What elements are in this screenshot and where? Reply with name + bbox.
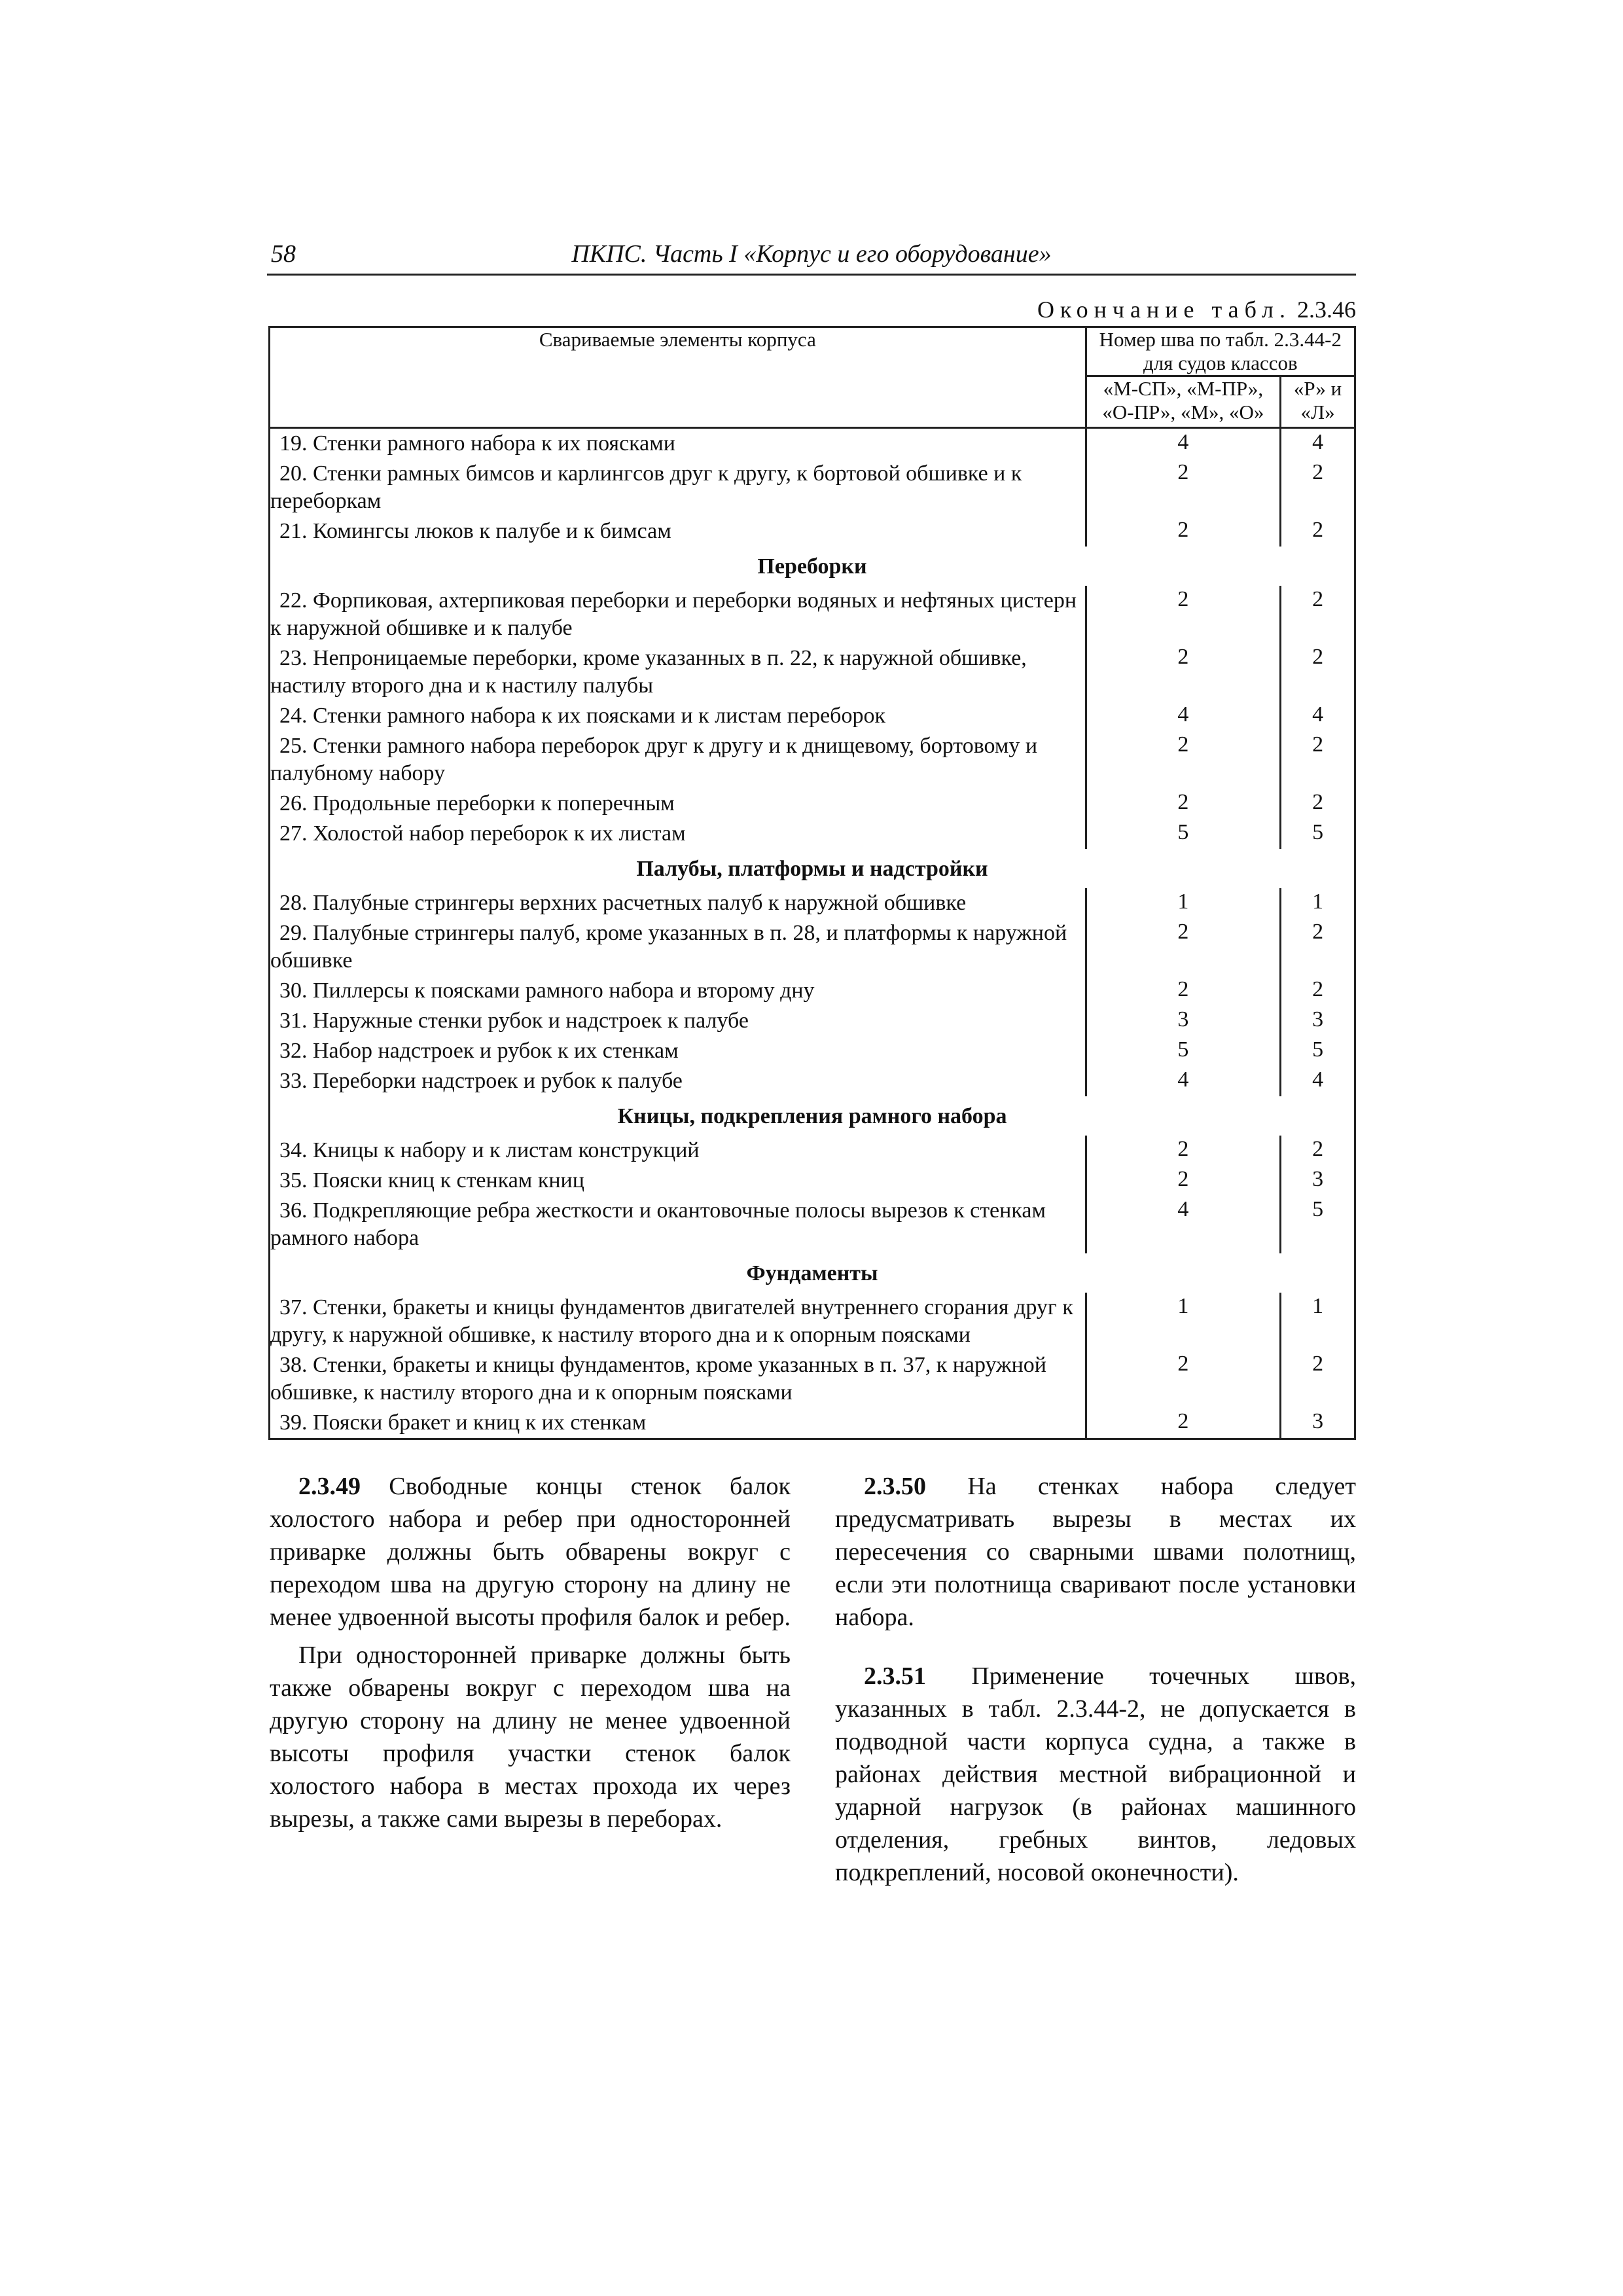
row-weld-class-1: 2 [1086, 516, 1280, 547]
page-header [267, 237, 1356, 276]
row-weld-class-2: 3 [1312, 1167, 1324, 1191]
table-row [270, 789, 1355, 819]
clause-number: 2.3.49 [298, 1473, 361, 1500]
row-element-text: 35. Пояски книц к стенкам книц [279, 1168, 584, 1193]
page-number: 58 [271, 240, 296, 268]
row-weld-class-1: 4 [1086, 1066, 1280, 1096]
table-row [270, 1196, 1355, 1253]
paragraph-2-3-51 [835, 1660, 1356, 1889]
row-weld-class-1: 1 [1086, 1293, 1280, 1350]
row-weld-class-2: 2 [1312, 587, 1324, 611]
row-weld-class-1: 2 [1086, 459, 1280, 516]
row-element-text: 34. Кницы к набору и к листам конструкций [279, 1138, 700, 1162]
row-weld-class-1: 2 [1086, 731, 1280, 789]
header-elements: Свариваемые элементы корпуса [270, 327, 1086, 428]
table-row [270, 459, 1355, 516]
table-row [270, 918, 1355, 976]
row-weld-class-2: 5 [1312, 1197, 1324, 1221]
row-weld-class-1: 2 [1086, 976, 1280, 1006]
row-element-text: 30. Пиллерсы к поясками рамного набора и второму дну [279, 978, 815, 1003]
row-element-text: 36. Подкрепляющие ребра жесткости и окантовочные полосы вырезов к стенкам рамного набора [270, 1198, 1046, 1250]
section-heading: Кницы, подкрепления рамного набора [617, 1104, 1007, 1128]
row-weld-class-1: 1 [1086, 888, 1280, 918]
left-text-column [270, 1470, 791, 1835]
table-row [270, 586, 1355, 643]
row-weld-class-2: 2 [1312, 977, 1324, 1001]
row-weld-class-1: 3 [1086, 1006, 1280, 1036]
table-row [270, 976, 1355, 1006]
header-class-group-2: «Р» и «Л» [1281, 376, 1355, 428]
row-weld-class-2: 2 [1312, 1352, 1324, 1376]
section-heading: Переборки [757, 554, 867, 579]
row-weld-class-1: 4 [1086, 428, 1280, 459]
table-row [270, 1006, 1355, 1036]
row-weld-class-2: 2 [1312, 732, 1324, 757]
row-element-text: 27. Холостой набор переборок к их листам [279, 821, 686, 846]
clause-number: 2.3.51 [864, 1662, 926, 1690]
table-row [270, 731, 1355, 789]
header-class-group-1: «М-СП», «М-ПР», «О-ПР», «М», «О» [1086, 376, 1280, 428]
row-element-text: 32. Набор надстроек и рубок к их стенкам [279, 1039, 679, 1063]
row-weld-class-2: 2 [1312, 790, 1324, 814]
row-element-text: 38. Стенки, бракеты и кницы фундаментов, кроме указанных в п. 37, к наружной обшивке, к настилу второго дна и к опорным поясками [270, 1353, 1046, 1405]
row-element-text: 29. Палубные стрингеры палуб, кроме указанных в п. 28, и платформы к наружной обшивке [270, 921, 1067, 973]
row-element-text: 33. Переборки надстроек и рубок к палубе [279, 1069, 683, 1093]
section-heading: Фундаменты [746, 1261, 878, 1285]
clause-text: Свободные концы стенок балок холостого набора и ребер при односторонней приварке должны быть обварены вокруг с переходом шва на другую сторону на длину не менее удвоенной высоты профиля балок и ребер. [270, 1473, 791, 1631]
section-row [270, 1096, 1355, 1136]
table-caption [916, 296, 1356, 323]
row-element-text: 22. Форпиковая, ахтерпиковая переборки и переборки водяных и нефтяных цистерн к наружной обшивке и к палубе [270, 588, 1077, 640]
row-element-text: 20. Стенки рамных бимсов и карлингсов друг к другу, к бортовой обшивке и к переборкам [270, 461, 1022, 513]
row-weld-class-2: 3 [1312, 1007, 1324, 1031]
clause-number: 2.3.50 [864, 1473, 926, 1500]
row-weld-class-2: 4 [1312, 1067, 1324, 1092]
section-row [270, 849, 1355, 888]
right-text-column [835, 1470, 1356, 1889]
row-weld-class-1: 2 [1086, 1408, 1280, 1439]
section-row [270, 1253, 1355, 1293]
row-element-text: 19. Стенки рамного набора к их поясками [279, 431, 675, 456]
weld-table [268, 326, 1356, 1440]
row-weld-class-2: 5 [1312, 1037, 1324, 1062]
row-weld-class-2: 1 [1312, 889, 1324, 914]
row-element-text: 39. Пояски бракет и книц к их стенкам [279, 1410, 647, 1435]
row-weld-class-1: 4 [1086, 701, 1280, 731]
header-weld-number: Номер шва по табл. 2.3.44-2 для судов классов [1086, 327, 1355, 376]
row-weld-class-1: 4 [1086, 1196, 1280, 1253]
section-heading: Палубы, платформы и надстройки [636, 857, 988, 881]
row-weld-class-2: 3 [1312, 1409, 1324, 1433]
row-weld-class-2: 2 [1312, 460, 1324, 484]
paragraph-2-3-49 [270, 1470, 791, 1634]
section-row [270, 547, 1355, 586]
table-row [270, 701, 1355, 731]
paragraph-2-3-50 [835, 1470, 1356, 1634]
row-element-text: 23. Непроницаемые переборки, кроме указанных в п. 22, к наружной обшивке, настилу второго дна и к настилу палубы [270, 646, 1027, 698]
table-row [270, 1408, 1355, 1439]
table-row [270, 888, 1355, 918]
table-row [270, 1066, 1355, 1096]
row-element-text: 25. Стенки рамного набора переборок друг к другу и к днищевому, бортовому и палубному набору [270, 734, 1038, 785]
row-weld-class-2: 2 [1312, 1137, 1324, 1161]
clause-text: На стенках набора следует предусматривать вырезы в местах их пересечения со сварными швами полотнищ, если эти полотнища сваривают после установки набора. [835, 1473, 1357, 1631]
row-element-text: 37. Стенки, бракеты и кницы фундаментов двигателей внутреннего сгорания друг к другу, к наружной обшивке, к настилу второго дна и к опорным поясками [270, 1295, 1073, 1347]
caption-prefix: Окончание табл. [1037, 296, 1291, 323]
clause-text: Применение точечных швов, указанных в табл. 2.3.44-2, не допускается в подводной части корпуса судна, а также в районах действия местной вибрационной и ударной нагрузок (в районах машинного отделения, гребных винтов, ледовых подкреплений, носовой оконечности). [835, 1662, 1357, 1886]
row-element-text: 28. Палубные стрингеры верхних расчетных палуб к наружной обшивке [279, 891, 967, 915]
row-weld-class-1: 2 [1086, 789, 1280, 819]
row-weld-class-1: 2 [1086, 918, 1280, 976]
row-element-text: 24. Стенки рамного набора к их поясками и к листам переборок [279, 704, 886, 728]
row-weld-class-2: 4 [1312, 702, 1324, 726]
row-weld-class-1: 2 [1086, 586, 1280, 643]
row-weld-class-1: 2 [1086, 1350, 1280, 1408]
table-row [270, 819, 1355, 849]
row-weld-class-2: 2 [1312, 645, 1324, 669]
table-row [270, 1350, 1355, 1408]
table-row [270, 1136, 1355, 1166]
row-weld-class-1: 2 [1086, 643, 1280, 701]
table-row [270, 516, 1355, 547]
row-weld-class-1: 5 [1086, 1036, 1280, 1066]
table-row [270, 1166, 1355, 1196]
row-weld-class-1: 2 [1086, 1166, 1280, 1196]
row-weld-class-2: 4 [1312, 430, 1324, 454]
table-row [270, 1293, 1355, 1350]
running-title: ПКПС. Часть I «Корпус и его оборудование» [571, 240, 1052, 268]
table-row [270, 1036, 1355, 1066]
row-weld-class-1: 5 [1086, 819, 1280, 849]
paragraph-2-3-49-cont: При односторонней приварке должны быть также обварены вокруг с переходом шва на другую сторону на длину не менее удвоенной высоты профиля участки стенок балок холостого набора в местах прохода их через вырезы, а также сами вырезы в переборах. [270, 1641, 791, 1833]
row-weld-class-2: 5 [1312, 820, 1324, 844]
table-row [270, 643, 1355, 701]
row-weld-class-2: 2 [1312, 920, 1324, 944]
caption-table-ref: 2.3.46 [1297, 296, 1356, 323]
row-element-text: 26. Продольные переборки к поперечным [279, 791, 675, 816]
table-row [270, 428, 1355, 459]
row-element-text: 31. Наружные стенки рубок и надстроек к палубе [279, 1009, 749, 1033]
row-element-text: 21. Комингсы люков к палубе и к бимсам [279, 519, 671, 543]
row-weld-class-2: 2 [1312, 518, 1324, 542]
row-weld-class-2: 1 [1312, 1294, 1324, 1318]
row-weld-class-1: 2 [1086, 1136, 1280, 1166]
